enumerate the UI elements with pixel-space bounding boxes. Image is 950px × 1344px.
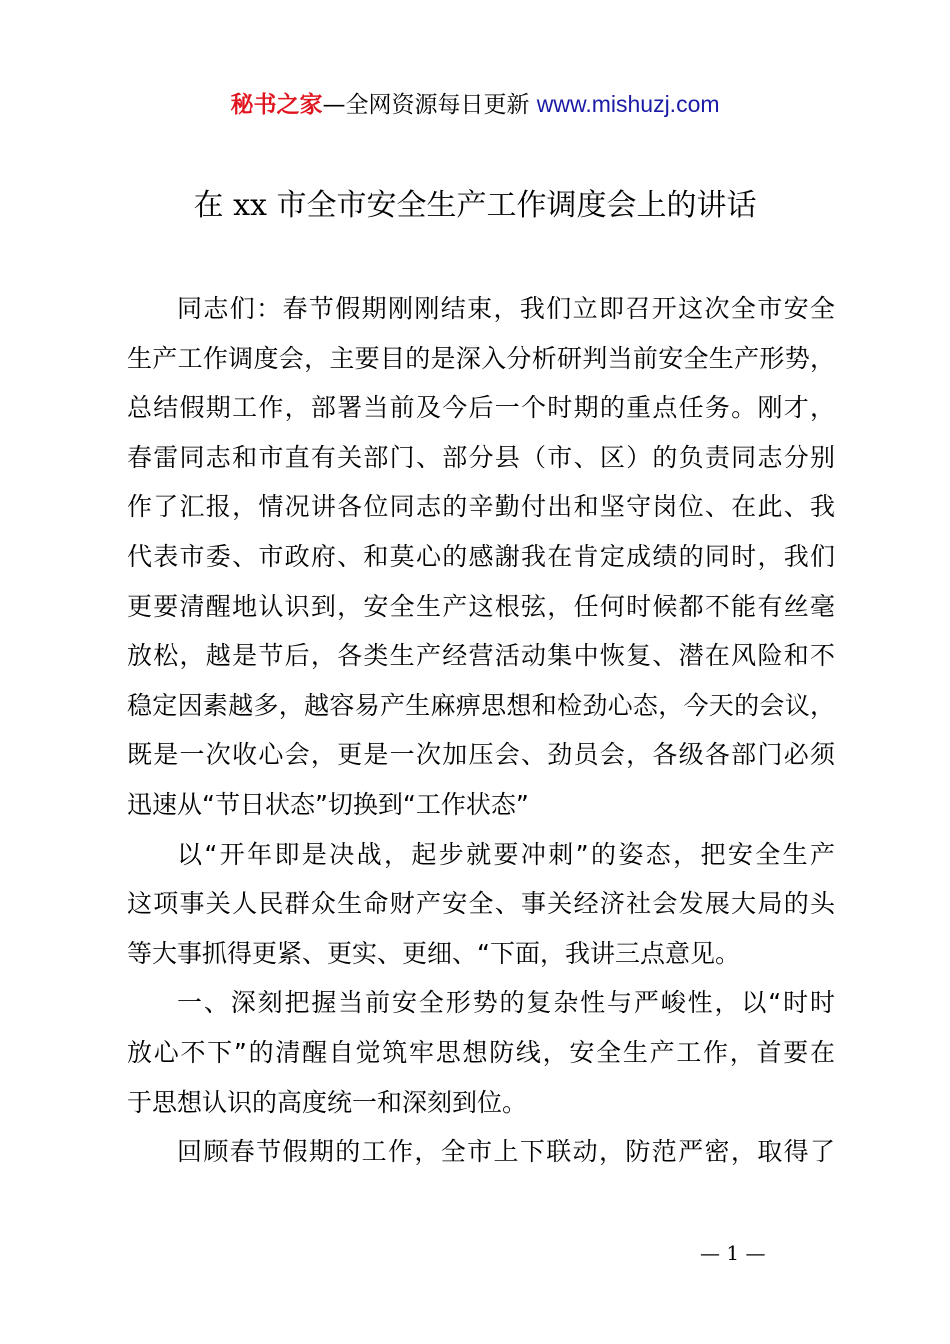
site-url[interactable]: www.mishuzj.com <box>536 91 720 117</box>
site-header <box>0 86 950 123</box>
text-line: 既是一次收心会，更是一次加压会、劲员会，各级各部门必须 <box>127 740 835 770</box>
text-line: 代表市委、市政府、和莫心的感謝我在肯定成绩的同时，我们 <box>127 541 835 571</box>
text-line: 放心不下”的清醒自觉筑牢思想防线，安全生产工作，首要在 <box>127 1037 835 1067</box>
text-line: 以“开年即是决战，起步就要冲刺”的姿态，把安全生产 <box>177 839 835 869</box>
header-tagline: —全网资源每日更新 <box>322 92 537 118</box>
text-line: 稳定因素越多，越容易产生麻痹思想和检劲心态，今天的会议， <box>127 690 835 720</box>
text-line: 生产工作调度会，主要目的是深入分析研判当前安全生产形势， <box>127 343 835 373</box>
text-line: 同志们：春节假期刚刚结束，我们立即召开这次全市安全 <box>177 294 835 323</box>
text-line: 春雷同志和市直有关部门、部分县（市、区）的负责同志分别 <box>127 442 835 472</box>
text-line: 回顾春节假期的工作，全市上下联动，防范严密，取得了 <box>177 1137 835 1167</box>
text-line: 等大事抓得更紧、更实、更细、“下面，我讲三点意见。 <box>127 938 740 968</box>
text-line: 放松，越是节后，各类生产经营活动集中恢复、潜在风险和不 <box>127 641 835 671</box>
text-line: 更要清醒地认识到，安全生产这根弦，任何时候都不能有丝毫 <box>127 591 835 621</box>
text-line: 于思想认识的高度统一和深刻到位。 <box>127 1087 528 1117</box>
document-body <box>127 284 835 1177</box>
document-title: 在 xx 市全市安全生产工作调度会上的讲话 <box>193 188 757 223</box>
text-line: 一、深刻把握当前安全形势的复杂性与严峻性，以“时时 <box>177 988 835 1018</box>
page-number: — 1 — <box>700 1241 766 1265</box>
brand-name: 秘书之家 <box>230 92 323 118</box>
text-line: 迅速从“节日状态”切换到“工作状态” <box>127 789 529 819</box>
text-line: 这项事关人民群众生命财产安全、事关经济社会发展大局的头 <box>127 889 835 919</box>
text-line: 总结假期工作，部署当前及今后一个时期的重点任务。刚才， <box>127 393 835 423</box>
text-line: 作了汇报，情况讲各位同志的辛勤付出和坚守岗位、在此、我 <box>127 492 835 522</box>
